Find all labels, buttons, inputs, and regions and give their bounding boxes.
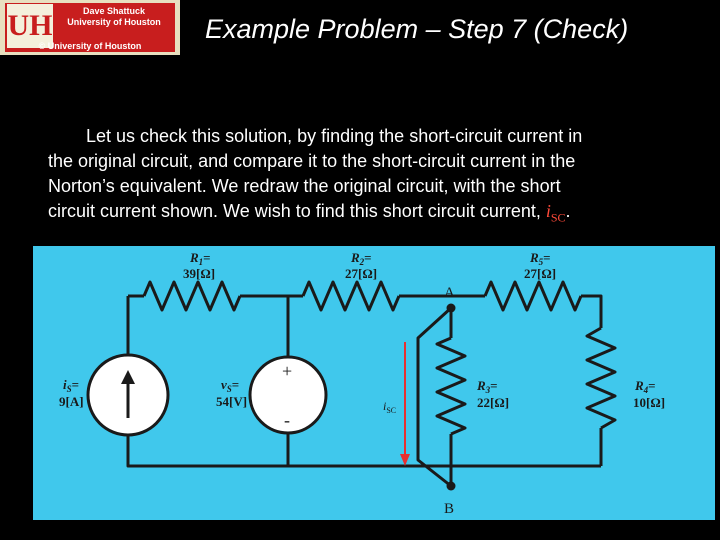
left-wire [128, 296, 601, 466]
text-line-1: Let us check this solution, by finding the short-circuit current in [86, 126, 583, 146]
vs-minus-sign: - [284, 410, 290, 430]
university-logo [0, 0, 180, 55]
node-b-label: B [444, 501, 455, 517]
r3-zigzag [437, 338, 465, 434]
svg-text:iSC: $i_{SC}$ [383, 399, 397, 415]
circuit-wires [128, 282, 615, 486]
text-line-4-end: . [565, 201, 571, 221]
is-label [59, 377, 84, 409]
text-line-2: the original circuit, and compare it to the short-circuit current in the [48, 151, 576, 171]
r3-label [476, 378, 509, 410]
logo-line-2: University of Houston [67, 17, 161, 27]
r1-zigzag [144, 282, 240, 310]
r5-zigzag [485, 282, 581, 310]
svg-text:9[A]: 9[A] [59, 394, 84, 409]
svg-text:iS=: $i_S=$ [63, 377, 80, 394]
r4-zigzag [587, 328, 615, 428]
svg-text:R5=: $R_5=$ [530, 250, 551, 267]
isc-arrow-head [400, 454, 410, 466]
svg-text:10[Ω]: 10[Ω] [633, 395, 666, 410]
svg-text:R3=: $R_3=$ [477, 378, 498, 395]
r4-label [633, 378, 665, 410]
node-a-dot [447, 304, 456, 313]
text-line-3: Norton’s equivalent. We redraw the original circuit, with the short [48, 176, 561, 196]
r2-zigzag [303, 282, 399, 310]
svg-text:22[Ω]: 22[Ω] [477, 395, 510, 410]
slide-title: Example Problem – Step 7 (Check) [205, 14, 629, 44]
logo-copyright: © University of Houston [38, 41, 142, 51]
logo-name [58, 6, 170, 28]
top-wire-4 [581, 296, 601, 328]
svg-text:39[Ω]: 39[Ω] [183, 266, 216, 281]
circuit-diagram [33, 246, 715, 520]
svg-text:R1=: $R_1=$ [190, 250, 211, 267]
logo-line-1: Dave Shattuck [82, 6, 146, 16]
svg-text:R4=: $R_4=$ [635, 378, 656, 395]
svg-text:R2=: $R_2=$ [351, 250, 372, 267]
node-b-dot [447, 482, 456, 491]
isc-label [383, 399, 396, 415]
vs-plus-sign: + [282, 361, 293, 381]
svg-text:vS=: $v_S=$ [221, 377, 240, 394]
uh-emblem-icon: UH [7, 4, 53, 48]
svg-text:27[Ω]: 27[Ω] [524, 266, 557, 281]
problem-text [48, 124, 678, 231]
r5-label [524, 250, 556, 281]
text-line-4-body: circuit current shown. We wish to find this short circuit current, [48, 201, 546, 221]
node-a-label: A [444, 285, 455, 301]
svg-text:27[Ω]: 27[Ω] [345, 266, 378, 281]
text-line-4 [48, 199, 678, 231]
isc-inline-symbol: $i_{SC}$ [545, 201, 566, 225]
svg-text:54[V]: 54[V] [216, 394, 248, 409]
r1-label [183, 250, 215, 281]
circuit-svg [33, 246, 715, 520]
vs-label [216, 377, 247, 409]
r2-label [345, 250, 377, 281]
